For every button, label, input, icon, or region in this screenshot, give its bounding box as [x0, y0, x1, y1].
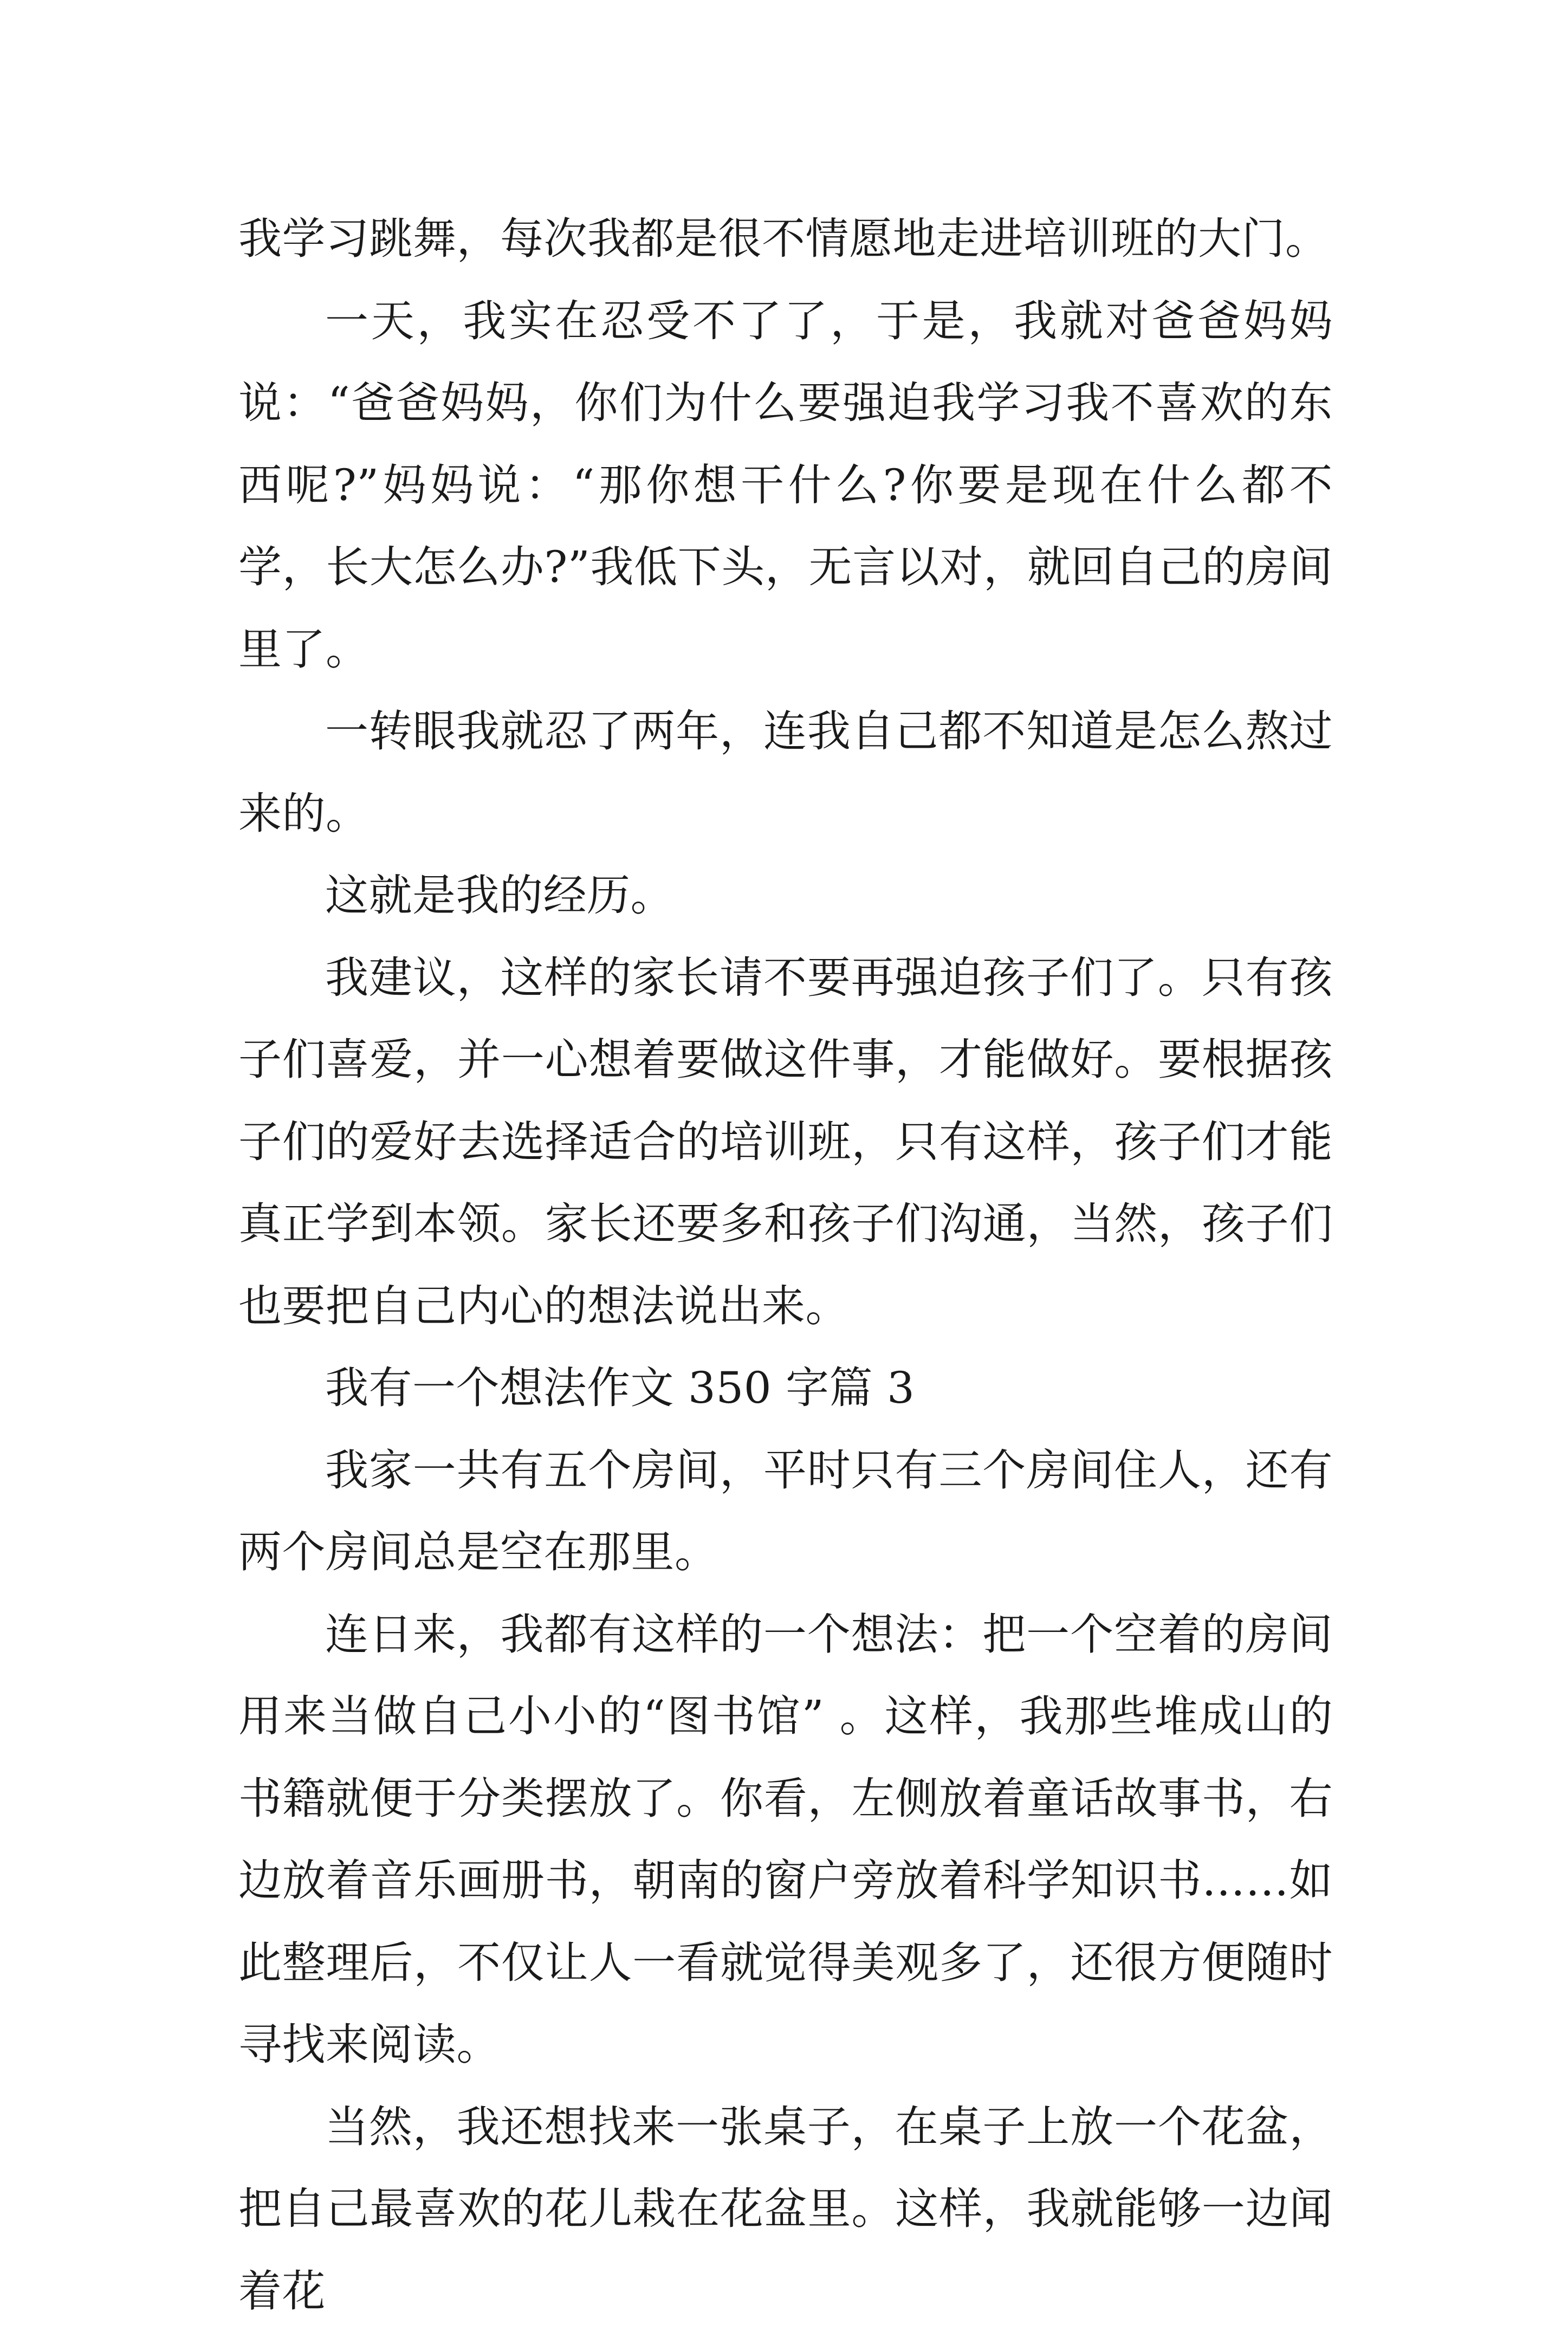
paragraph-4: 这就是我的经历。: [238, 854, 1333, 937]
paragraph-8: 当然，我还想找来一张桌子，在桌子上放一个花盆，把自己最喜欢的花儿栽在花盆里。这样，我就能够一边闻着花: [238, 2086, 1333, 2332]
paragraph-5: 我建议，这样的家长请不要再强迫孩子们了。只有孩子们喜爱，并一心想着要做这件事，才能做好。要根据孩子们的爱好去选择适合的培训班，只有这样，孩子们才能真正学到本领。家长还要多和孩子们沟通，当然，孩子们也要把自己内心的想法说出来。: [238, 937, 1333, 1348]
paragraph-7: 连日来，我都有这样的一个想法：把一个空着的房间用来当做自己小小的“图书馆” 。这样，我那些堆成山的书籍就便于分类摆放了。你看，左侧放着童话故事书，右边放着音乐画册书，朝南的窗户旁放着科学知识书……如此整理后，不仅让人一看就觉得美观多了，还很方便随时寻找来阅读。: [238, 1593, 1333, 2086]
paragraph-1: 我学习跳舞，每次我都是很不情愿地走进培训班的大门。: [238, 198, 1333, 280]
paragraph-6: 我家一共有五个房间，平时只有三个房间住人，还有两个房间总是空在那里。: [238, 1429, 1333, 1593]
paragraph-2: 一天，我实在忍受不了了，于是，我就对爸爸妈妈说：“爸爸妈妈，你们为什么要强迫我学习我不喜欢的东西呢?”妈妈说：“那你想干什么?你要是现在什么都不学，长大怎么办?”我低下头，无言以对，就回自己的房间里了。: [238, 280, 1333, 691]
paragraph-3: 一转眼我就忍了两年，连我自己都不知道是怎么熬过来的。: [238, 690, 1333, 854]
section-heading: 我有一个想法作文 350 字篇 3: [238, 1347, 1333, 1429]
essay-body: [238, 198, 1333, 2332]
